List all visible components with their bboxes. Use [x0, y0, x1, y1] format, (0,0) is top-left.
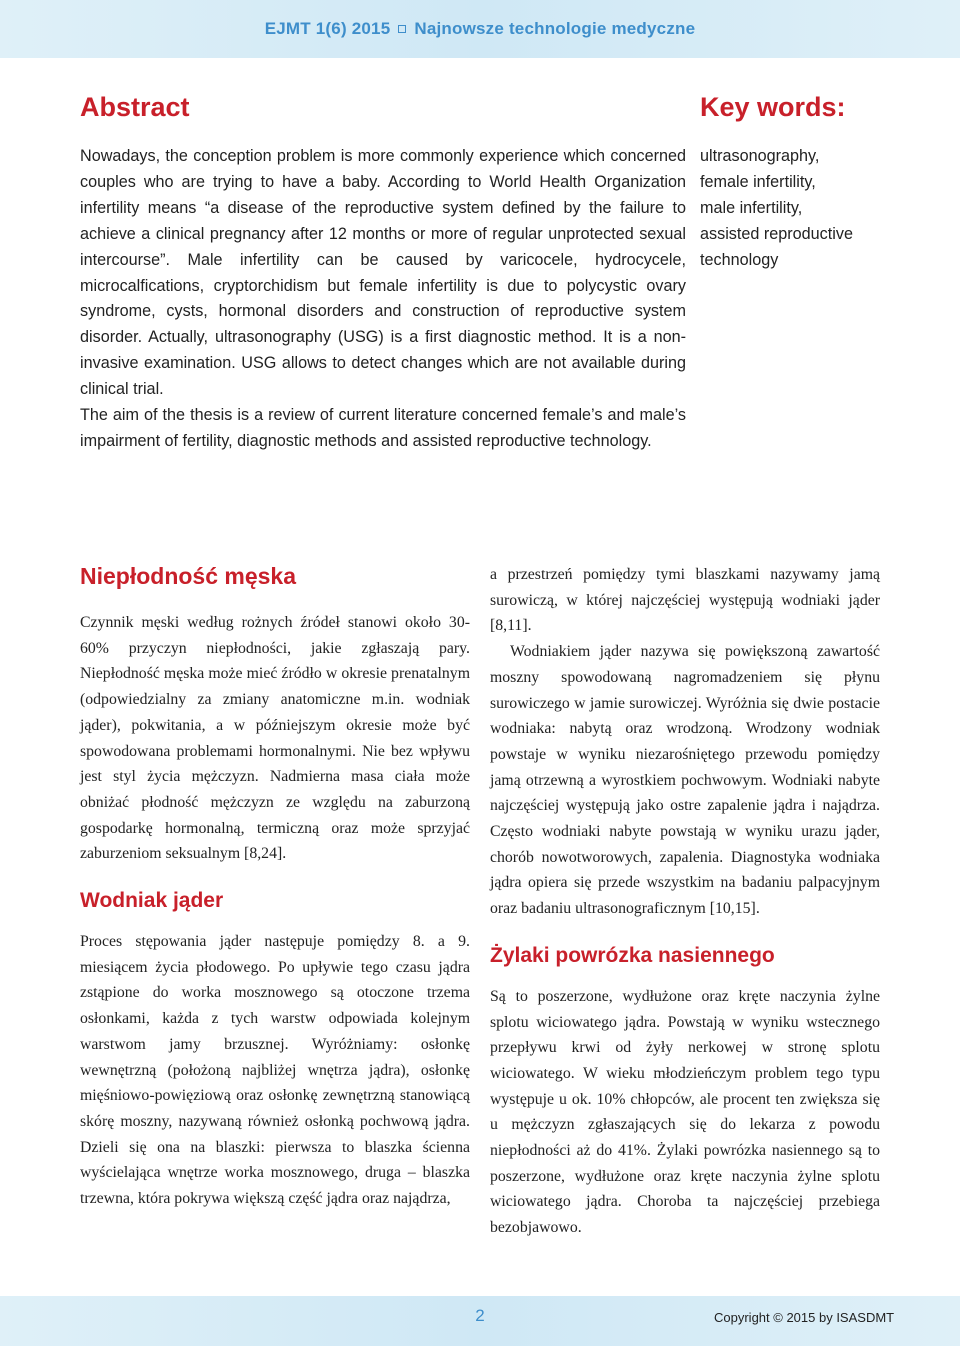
keyword-item: ultrasonography,: [700, 147, 820, 165]
body-paragraph: Czynnik męski według rożnych źródeł stanowi około 30-60% przyczyn niepłodności, jakie zgłaszają pary. Niepłodność męska może mieć źródło w okresie prenatalnym (odpowiedzialny za zmiany anatomiczne m.in. wodniak jąder), pokwitania, a w późniejszym okresie może być spowodowana problemami hormonalnymi. Nie bez wpływu jest styl życia mężczyzn. Nadmierna masa ciała może obniżać płodność mężczyzn ze względu na zaburzoną gospodarkę hormonalną, termiczną oraz może sprzyjać zaburzeniom seksualnym [8,24].: [80, 614, 470, 863]
journal-issue: EJMT 1(6) 2015: [264, 19, 391, 38]
keywords-section: [700, 90, 900, 274]
square-bullet-icon: [398, 25, 406, 33]
keyword-item: assisted reproductive technology: [700, 224, 853, 269]
section-heading-varicocele: Żylaki powrózka nasiennego: [490, 943, 775, 967]
page-number: 2: [475, 1306, 485, 1325]
keywords-title: Key words:: [700, 92, 846, 122]
right-column: [490, 562, 880, 1241]
keywords-list: [700, 144, 900, 274]
journal-section: Najnowsze technologie medyczne: [414, 19, 696, 38]
keyword-item: male infertility,: [700, 198, 803, 217]
abstract-title: Abstract: [80, 92, 190, 122]
abstract-paragraph-2: The aim of the thesis is a review of current literature concerned female’s and male’s impairment of fertility, diagnostic methods and assisted reproductive technology.: [80, 406, 686, 450]
copyright-notice: Copyright © 2015 by ISASDMT: [714, 1310, 895, 1325]
abstract-body: [80, 144, 686, 455]
body-paragraph: a przestrzeń pomiędzy tymi blaszkami nazywamy jamą surowiczą, w której najczęściej występują wodniaki jąder [8,11].: [490, 566, 880, 635]
body-paragraph: Są to poszerzone, wydłużone oraz kręte naczynia żylne splotu wiciowatego jądra. Powstają w wyniku wstecznego przepływu krwi od żyły nerkowej w stronę splotu wiciowatego. W wieku młodzieńczym problem tego typu występuje u ok. 10% chłopców, ale procent ten zwiększa się u mężczyzn zgłaszających się do lekarza z powodu niepłodności aż do 41%. Żylaki powrózka nasiennego są to poszerzone, wydłużone oraz kręte naczynia żylne splotu wiciowatego jądra. Choroba ta najczęściej przebiega bezobjawowo.: [490, 987, 880, 1237]
header-text: [265, 19, 696, 39]
abstract-section: [80, 90, 686, 455]
section-heading-hydrocele: Wodniak jąder: [80, 889, 224, 913]
body-paragraph: Proces stępowania jąder następuje pomiędzy 8. a 9. miesiącem życia płodowego. Po upływie tego czasu jądra zstąpione do worka mosznowego są otoczone trzema osłonkami, każda z tych warstw odpowiada kolejnym warstwom jamy brzusznej. Wyróżniamy: osłonkę wewnętrzną (położoną najbliżej wnętrza jądra), osłonkę mięśniowo-powięziową oraz osłonkę zewnętrzną stanowiącą skórę moszny, nazywaną również osłonką pochwową jądra. Dzieli się ona na blaszki: pierwsza to blaszka ścienna wyścielająca wnętrze worka mosznowego, druga – blaszka trzewna, która pokrywa większą część jądra oraz najądrza,: [80, 933, 470, 1208]
body-paragraph: Wodniakiem jąder nazywa się powiększoną zawartość moszny spowodowaną nagromadzeniem się płynu surowiczego w jamie surowiczej. Wyróżnia się dwie postacie wodniaka: nabytą oraz wrodzoną. Wrodzony wodniak powstaje w wyniku niezarośniętego przewodu pomiędzy jamą otrzewną a wyrostkiem pochwowym. Wodniaki nabyte najczęściej występują jako ostre zapalenie jądra i najądrza. Często wodniaki nabyte powstają w wyniku urazu jąder, chorób nowotworowych, zapalenia. Diagnostyka wodniaka jądra opiera się przede wszystkim na badaniu palpacyjnym oraz badaniu ultrasonograficznym [10,15].: [490, 643, 880, 918]
journal-header: [0, 0, 960, 58]
keyword-item: female infertility,: [700, 172, 816, 191]
left-column: [80, 562, 470, 1212]
section-heading-male-infertility: Niepłodność męska: [80, 563, 297, 589]
abstract-paragraph-1: Nowadays, the conception problem is more commonly experience which concerned couples who are trying to have a baby. According to World Health Organization infertility means “a disease of the reproductive system defined by the failure to achieve a clinical pregnancy after 12 months or more of regular unprotected sexual intercourse”. Male infertility can be caused by varicocele, hydrocycele, microcalfications, cryptorchidism but female infertility is due to polycystic ovary syndrome, cysts, hormonal disorders and construction of reproductive system disorder. Actually, ultrasonography (USG) is a first diagnostic method. It is a non- invasive examination. USG allows to detect changes which are not available during clinical trial.: [80, 147, 686, 399]
